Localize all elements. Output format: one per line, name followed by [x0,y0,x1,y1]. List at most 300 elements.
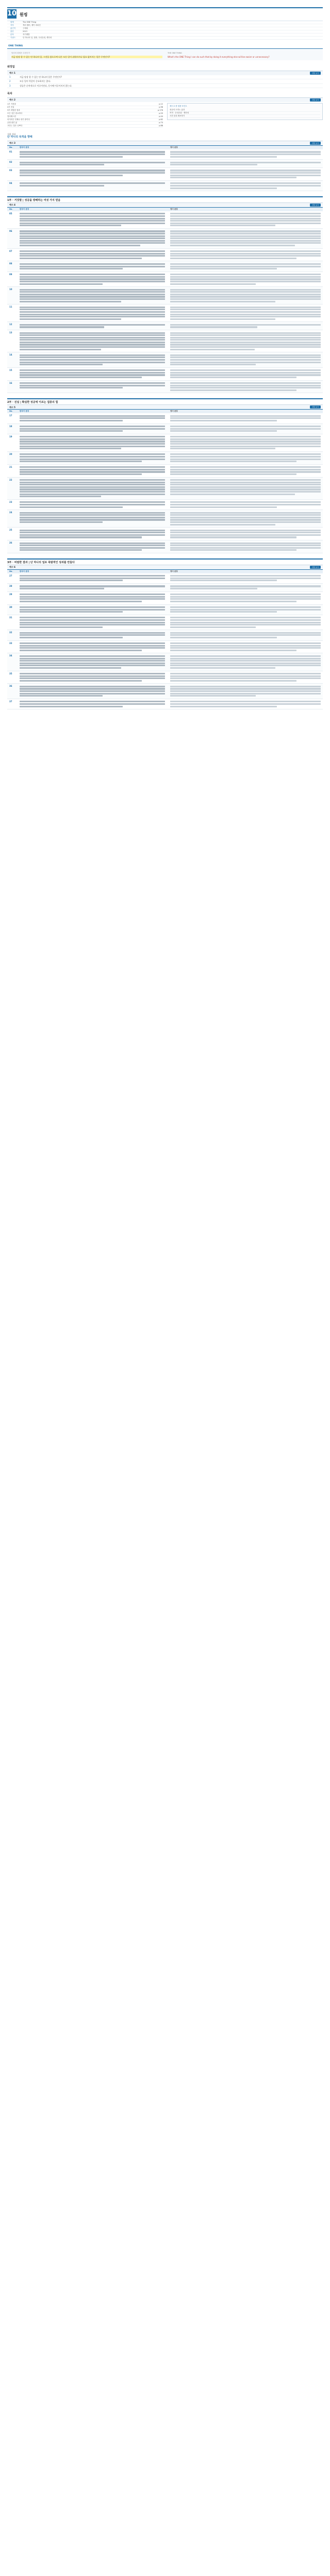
table-row [7,684,323,699]
text-line [20,667,121,669]
book-meta-table [7,21,323,40]
text-line [20,318,121,320]
text-line [20,185,104,187]
text-line [170,663,321,664]
text-line [170,334,321,336]
warmup-row [7,79,323,83]
row-number: 15 [9,368,12,371]
text-line [170,364,256,365]
text-line [20,170,165,171]
text-line [20,182,165,184]
toc-item-label: 의지력은 언제나 대기 중이다 [7,118,30,121]
toc-focus-item: 성공의 도미노 효과 [170,109,320,112]
meta-key: 옮긴이 [10,27,16,30]
text-line [170,215,321,217]
row-number: 12 [9,323,12,326]
text-line [170,332,321,334]
text-line [170,294,321,295]
text-line [20,517,165,518]
text-line [20,448,121,449]
text-line [170,346,321,348]
korean-sentence [19,671,168,684]
text-line [20,622,165,623]
toc-item [7,125,163,128]
text-line [170,588,257,589]
english-sentence [168,510,323,527]
toc-item-label: 3부 비범한 결과 [7,109,20,111]
warmup-example-id: 예시 1 [9,72,15,75]
english-sentence [168,368,323,380]
text-line [20,415,165,417]
korean-sentence [19,229,168,248]
text-line [170,240,321,242]
answer-button[interactable]: 정답 보기 [310,204,321,207]
text-line [20,342,165,343]
english-sentence [168,465,323,477]
text-line [170,655,321,657]
korean-sentence [19,584,168,591]
text-line [170,354,321,356]
english-sentence [168,434,323,451]
parts [7,196,323,709]
korean-sentence [19,605,168,615]
text-line [170,693,321,694]
text-line [170,372,321,374]
text-line [170,690,321,692]
text-line [20,660,165,662]
text-line [170,688,321,689]
text-line [20,339,165,341]
part-header [7,196,323,202]
answer-button[interactable]: 정답 보기 [310,566,321,569]
korean-sentence [19,641,168,653]
toc-focus-col [167,103,323,128]
text-line [20,346,165,348]
text-line [20,369,165,371]
text-line [20,521,103,523]
text-line [170,549,296,551]
text-line [20,374,165,376]
text-line [170,420,277,421]
text-line [170,172,321,174]
text-line [20,545,165,546]
text-line [20,377,142,378]
part-title: 3부 · 비범한 결과 | 단 하나의 일로 폭발적인 성과를 만들다 [7,561,75,564]
table-row [7,671,323,684]
warmup-example-header [7,71,323,75]
korean-sentence [19,304,168,321]
text-line [20,663,165,664]
english-sentence [168,168,323,180]
text-line [170,250,321,252]
korean-sentence [19,149,168,159]
toc-item-page: p.176 [157,109,163,111]
lessons [7,133,323,191]
table-row [7,229,323,249]
text-line [170,314,321,315]
english-sentence [168,181,323,191]
toc-example-id: 예시 2 [9,98,15,101]
text-line [20,332,165,334]
row-number: 35 [9,672,12,675]
korean-sentence [19,452,168,464]
text-line [20,258,142,259]
text-line [20,650,142,651]
row-number: 33 [9,641,12,645]
warmup-rows [7,75,323,88]
text-line [20,349,101,350]
text-line [20,344,165,345]
text-line [20,632,165,634]
chapter-number: 10 [7,10,17,18]
text-line [170,266,321,267]
row-number: 04 [9,181,12,184]
col-ko-header: 한국어 문장 [20,146,29,149]
text-line [20,496,101,497]
warmup-row-number: 1 [9,75,11,78]
warmup-row-number: 3 [9,84,11,87]
english-sentence [168,304,323,321]
part-title: 2부 · 진실 | 확실한 성공에 이르는 집중의 힘 [7,401,58,404]
text-line [170,632,321,634]
text-line [20,701,165,702]
korean-sentence [19,211,168,228]
text-line [20,354,165,356]
table-row [7,465,323,478]
text-line [20,686,165,687]
text-line [170,461,296,462]
table-row [7,615,323,630]
text-line [20,245,140,246]
text-line [170,430,277,432]
english-sentence [168,630,323,640]
text-line [170,517,321,518]
text-line [170,624,321,625]
text-line [170,223,321,224]
part-header [7,558,323,565]
sentence-table [7,145,323,191]
chapter-header [7,9,323,21]
toc-item-page: p.62 [159,118,163,121]
text-line [170,637,277,638]
warmup-row-number: 2 [9,80,11,83]
warmup-title: 워밍업 [7,65,15,69]
text-line [170,235,321,237]
text-line [20,213,165,214]
text-line [170,301,275,302]
text-line [170,362,321,363]
text-line [20,278,165,280]
text-line [170,677,321,679]
table-row [7,424,323,434]
toc-item-page: p.20 [159,112,163,114]
text-line [20,291,165,293]
table-row [7,322,323,330]
toc-example-header [7,97,323,102]
table-row [7,434,323,452]
text-line [170,524,275,526]
text-line [170,283,256,285]
english-sentence [168,584,323,591]
one-thing-english [168,52,319,58]
row-number: 34 [9,654,12,657]
text-line [170,182,321,184]
text-line [20,337,165,338]
row-number: 28 [9,584,12,587]
meta-key: 분야 [10,33,14,36]
text-line [20,484,165,485]
text-line [170,469,321,470]
text-line [170,611,277,613]
text-line [170,387,321,388]
text-line [20,175,123,176]
text-line [170,491,321,493]
text-line [20,359,165,361]
toc-item-label: 크다는 것은 나쁘다 [7,124,23,127]
korean-sentence [19,653,168,670]
text-line [20,430,123,432]
sentence-table [7,569,323,709]
english-sentence [168,573,323,583]
text-line [20,307,165,308]
sentence-table [7,409,323,553]
text-line [20,294,165,295]
text-line [170,665,321,666]
korean-sentence [19,510,168,527]
text-line [170,440,321,442]
english-sentence [168,261,323,271]
example-id: 예시 6 [9,566,15,568]
col-en-header: 영어 문장 [170,410,178,413]
row-number: 22 [9,478,12,481]
text-line [170,296,321,297]
text-line [20,506,123,508]
toc-item-label: 멀티태스킹 [7,115,16,117]
text-line [20,253,165,255]
text-line [170,154,321,155]
english-sentence [168,249,323,261]
table-row [7,181,323,191]
row-number: 26 [9,541,12,545]
toc-focus-item: 시간 블록 확보하기 [170,115,320,118]
toc-item-label: 균형 잡힌 삶 [7,121,18,124]
toc-item-page: p.12 [159,103,163,105]
text-line [20,609,165,611]
one-thing-band: ONE THING [7,44,323,49]
text-line [170,339,321,341]
row-number: 16 [9,381,12,384]
warmup-answer-button[interactable]: 정답 보기 [310,72,321,75]
text-line [20,680,142,682]
meta-key: 키워드 [10,37,16,39]
text-line [170,686,321,687]
text-line [170,504,321,505]
meta-value: 2013 [23,30,27,33]
korean-sentence [19,181,168,191]
text-line [170,415,321,417]
text-line [170,426,321,427]
english-sentence [168,605,323,615]
text-line [20,453,165,455]
text-line [20,673,165,674]
table-row [7,452,323,465]
text-line [170,349,255,350]
toc-answer-button[interactable]: 정답 보기 [310,98,321,101]
text-line [20,466,165,468]
korean-sentence [19,413,168,423]
text-line [170,242,321,244]
row-number: 30 [9,605,12,608]
text-line [170,585,321,587]
english-sentence [168,413,323,423]
text-line [20,364,103,365]
one-thing-left-text: 지금 당장 할 수 있는 단 하나의 일, 그것을 함으로써 다른 모든 일이 쉬워지거나 필요 없어지는 일은 무엇인가? [11,56,162,58]
row-number: 19 [9,435,12,438]
row-number: 31 [9,616,12,619]
text-line [170,534,321,536]
top-accent-bar [7,7,323,8]
text-line [170,274,321,275]
row-number: 03 [9,168,12,172]
korean-sentence [19,424,168,434]
lesson-category: 내용 정리 [7,132,16,135]
text-line [20,255,165,257]
text-line [170,258,296,259]
text-line [170,316,321,317]
text-line [20,456,165,457]
english-sentence [168,272,323,286]
toc-item-page: p.88 [159,124,163,127]
text-line [170,479,321,481]
text-line [20,436,165,437]
english-sentence [168,330,323,352]
warmup-row-text: 지금 당장 할 수 있는 단 하나의 일은 무엇인가? [20,75,62,78]
text-line [170,532,321,533]
text-line [20,266,165,267]
table-row [7,573,323,584]
table-row [7,368,323,381]
text-line [170,446,321,447]
table-row [7,249,323,262]
table-row [7,630,323,640]
text-line [170,650,296,651]
toc-item-label: 모든 것은 중요하다 [7,112,23,114]
text-line [20,512,165,514]
answer-button[interactable]: 정답 보기 [310,405,321,409]
table-header [7,146,323,149]
korean-sentence [19,381,168,393]
table-row [7,500,323,510]
text-line [170,680,296,682]
english-sentence [168,478,323,499]
text-line [170,486,321,488]
english-sentence [168,149,323,159]
english-sentence [168,641,323,653]
toc-list [7,103,163,128]
english-sentence [168,528,323,540]
text-line [20,619,165,621]
text-line [20,283,103,285]
text-line [170,660,321,662]
text-line [170,278,321,280]
table-row [7,211,323,229]
text-line [170,276,321,278]
row-number: 24 [9,511,12,514]
row-number: 20 [9,452,12,455]
text-line [20,151,165,152]
text-line [20,594,165,595]
text-line [20,268,123,269]
warmup-row [7,75,323,79]
text-line [170,156,277,158]
text-line [20,543,165,544]
example-header [7,565,323,569]
text-line [20,637,123,638]
text-line [170,238,321,239]
text-line [170,164,257,165]
korean-sentence [19,434,168,451]
answer-button[interactable]: 정답 보기 [310,142,321,145]
text-line [170,170,321,171]
text-line [20,658,165,659]
text-line [20,677,165,679]
text-line [170,263,321,265]
text-line [170,428,321,430]
english-sentence [168,699,323,709]
toc-item-page: p.74 [159,121,163,124]
text-line [20,220,165,222]
text-line [170,575,321,577]
text-line [170,377,296,378]
korean-sentence [19,287,168,304]
text-line [170,253,321,255]
text-line [20,482,165,483]
table-header [7,208,323,211]
text-line [20,675,165,677]
korean-sentence [19,352,168,367]
text-line [170,578,321,579]
table-row [7,592,323,605]
text-line [20,504,165,505]
text-line [170,484,321,485]
text-line [170,289,321,291]
text-line [20,289,165,291]
text-line [170,626,256,628]
text-line [20,385,165,386]
toc-item-label: 2부 진실 [7,106,14,108]
text-line [20,547,165,549]
english-sentence [168,424,323,434]
text-line [170,598,321,600]
text-line [20,223,165,224]
table-row [7,272,323,287]
row-number: 21 [9,465,12,468]
text-line [20,491,165,493]
example-header [7,141,323,145]
lesson-title: 단 하나의 목적을 향해 [7,135,32,139]
text-line [170,501,321,503]
text-line [170,658,321,659]
col-en-header: 영어 문장 [170,146,178,149]
text-line [170,606,321,608]
text-line [170,512,321,514]
text-line [20,235,165,237]
toc-focus-head: 예시 2 중 집중 포인트 [170,105,187,107]
text-line [20,598,165,600]
korean-sentence [19,330,168,352]
row-number: 29 [9,592,12,596]
text-line [20,240,165,242]
